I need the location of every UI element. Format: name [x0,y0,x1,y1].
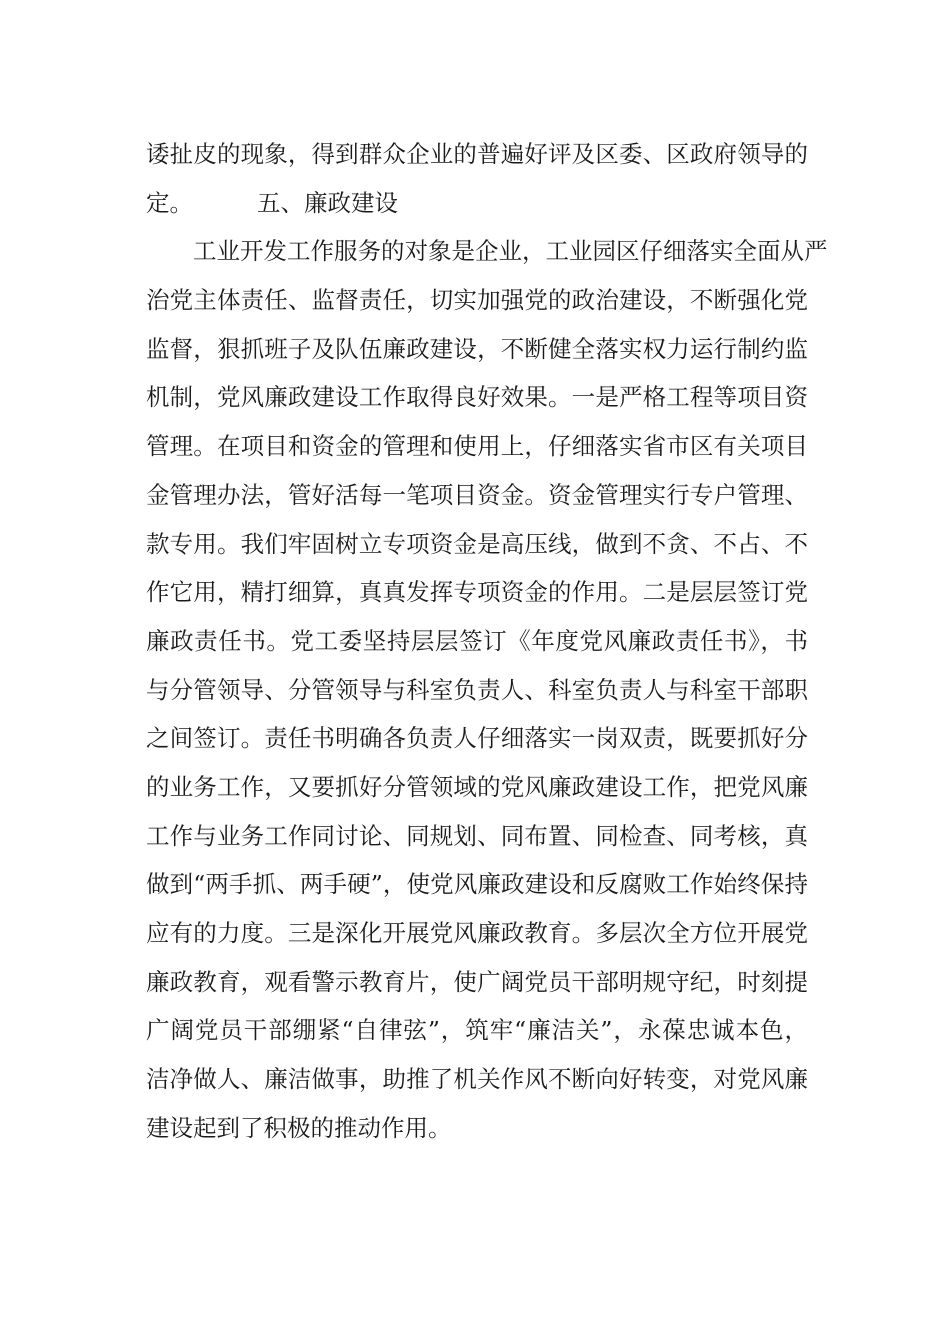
text-line-16: 做到“两手抓、两手硬”，使党风廉政建设和反腐败工作始终保持 [146,870,808,899]
text-line-2 [146,179,808,228]
text-line-10: 作它用，精打细算，真真发挥专项资金的作用。二是层层签订党 [146,578,808,607]
text-line-5: 监督，狠抓班子及队伍廉政建设，不断健全落实权力运行制约监 [146,334,808,363]
text-line-8: 金管理办法，管好活每一笔项目资金。资金管理实行专户管理、 [146,480,808,509]
text-line-21: 建设起到了积极的推动作用。 [146,1113,452,1142]
text-line-9: 款专用。我们牢固树立专项资金是高压线，做到不贪、不占、不 [146,529,808,558]
text-line-14: 的业务工作，又要抓好分管领域的党风廉政建设工作，把党风廉 [146,772,808,801]
text-line-19: 广阔党员干部绷紧“自律弦”，筑牢“廉洁关”，永葆忠诚本色， [146,1016,808,1045]
text-line-1: 诿扯皮的现象，得到群众企业的普遍好评及区委、区政府领导的 [146,140,808,168]
text-line-12: 与分管领导、分管领导与科室负责人、科室负责人与科室干部职 [146,675,808,704]
text-line-3: 工业开发工作服务的对象是企业，工业园区仔细落实全面从严 [193,237,828,266]
text-line-18: 廉政教育，观看警示教育片，使广阔党员干部明规守纪，时刻提 [146,967,808,996]
body-text [146,130,828,1152]
text-line-4: 治党主体责任、监督责任，切实加强党的政治建设，不断强化党 [146,286,808,315]
text-line-2-content: 定。 [146,188,193,217]
text-line-7: 管理。在项目和资金的管理和使用上，仔细落实省市区有关项目 [146,432,808,461]
text-line-6: 机制，党风廉政建设工作取得良好效果。一是严格工程等项目资 [146,383,808,412]
text-line-17: 应有的力度。三是深化开展党风廉政教育。多层次全方位开展党 [146,919,808,947]
text-line-20: 洁净做人、廉洁做事，助推了机关作风不断向好转变，对党风廉 [146,1065,808,1094]
text-line-13: 之间签订。责任书明确各负责人仔细落实一岗双责，既要抓好分 [146,724,808,753]
text-line-15: 工作与业务工作同讨论、同规划、同布置、同检查、同考核，真 [146,821,808,850]
text-line-11: 廉政责任书。党工委坚持层层签订《年度党风廉政责任书》，书 [146,626,808,655]
section-heading: 五、廉政建设 [257,188,398,217]
